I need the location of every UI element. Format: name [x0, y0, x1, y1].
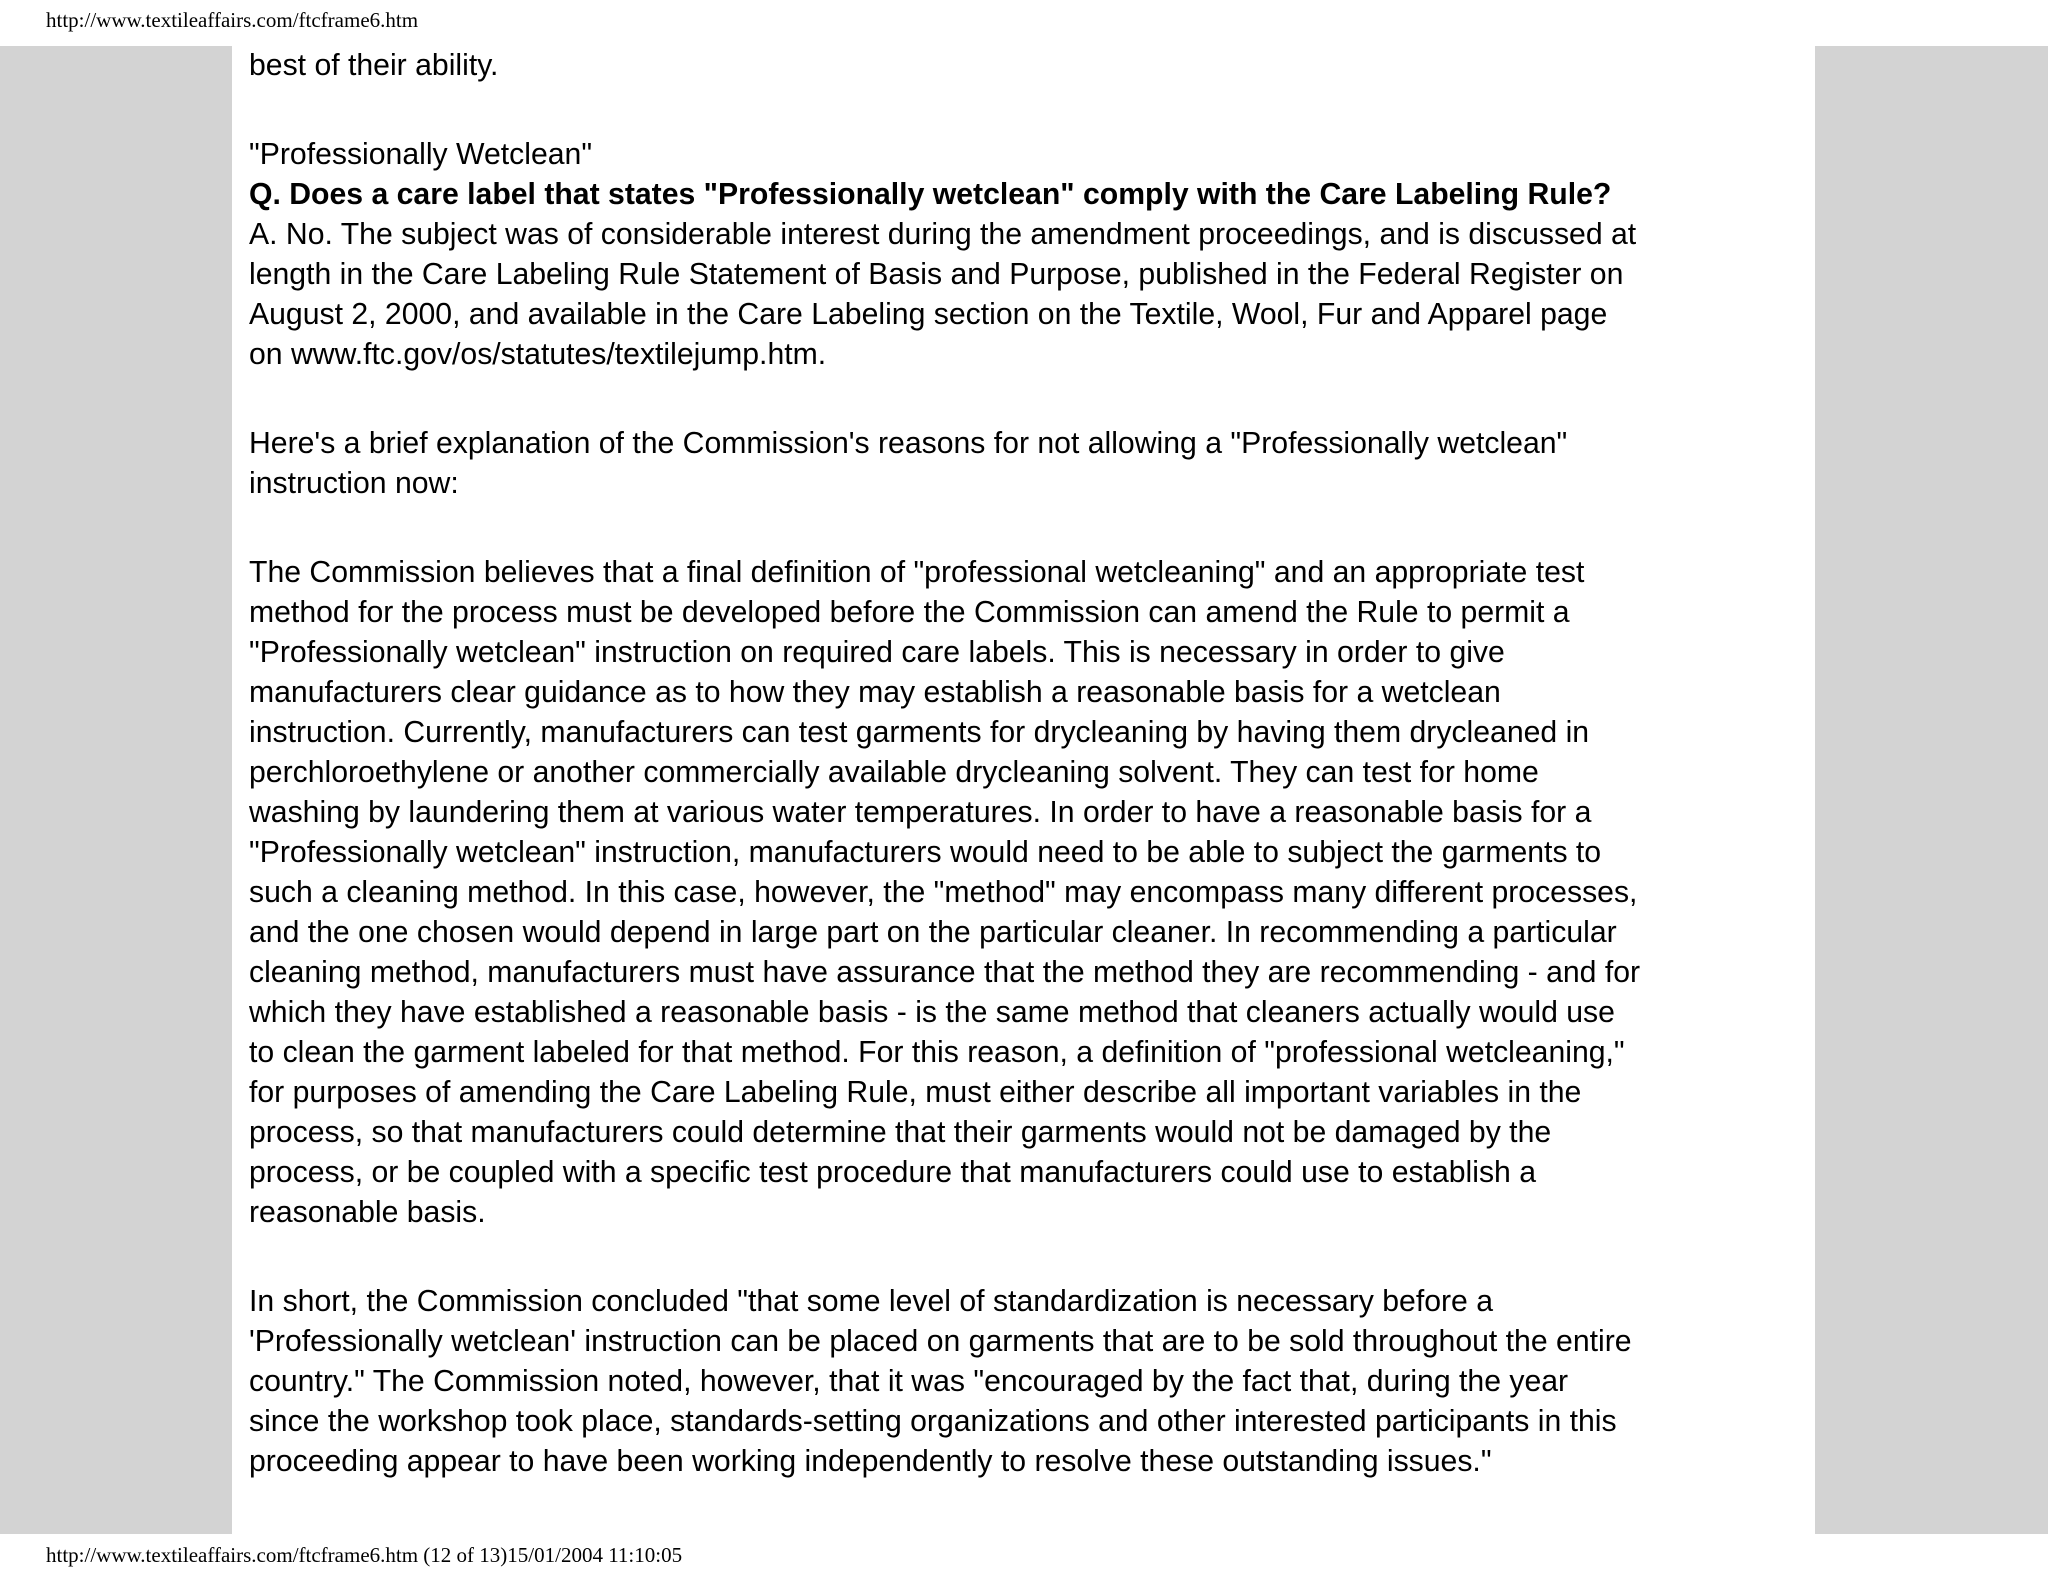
article-content: [232, 46, 1815, 1534]
commission-line: perchloroethylene or another commercially available drycleaning solvent. They can test for home: [249, 756, 1539, 789]
conclusion-line: In short, the Commission concluded "that some level of standardization is necessary before a: [249, 1285, 1494, 1318]
commission-line: The Commission believes that a final definition of "professional wetcleaning" and an appropriate test: [249, 556, 1585, 589]
answer-line: length in the Care Labeling Rule Statement of Basis and Purpose, published in the Federal Register on: [249, 258, 1624, 291]
commission-line: and the one chosen would depend in large part on the particular cleaner. In recommending a particular: [249, 916, 1617, 949]
commission-line: for purposes of amending the Care Labeling Rule, must either describe all important variables in the: [249, 1076, 1582, 1109]
answer-line: A. No. The subject was of considerable interest during the amendment proceedings, and is discussed at: [249, 218, 1637, 251]
conclusion-paragraph: [249, 1282, 1829, 1482]
question: [249, 175, 1829, 215]
explanation-intro-line: Here's a brief explanation of the Commission's reasons for not allowing a "Professionally wetclean": [249, 427, 1568, 460]
commission-line: instruction. Currently, manufacturers can test garments for drycleaning by having them drycleaned in: [249, 716, 1590, 749]
explanation-intro-paragraph: [249, 424, 1829, 504]
article-text-column: [249, 46, 1829, 1482]
explanation-intro-line: instruction now:: [249, 467, 459, 500]
conclusion-line: proceeding appear to have been working independently to resolve these outstanding issues.": [249, 1445, 1492, 1478]
commission-paragraph: [249, 553, 1829, 1233]
left-margin-panel: [0, 46, 232, 1534]
intro-fragment-line: best of their ability.: [249, 49, 499, 82]
commission-line: which they have established a reasonable basis - is the same method that cleaners actually would use: [249, 996, 1615, 1029]
commission-line: to clean the garment labeled for that method. For this reason, a definition of "professional wetcleaning,": [249, 1036, 1625, 1069]
commission-line: method for the process must be developed before the Commission can amend the Rule to permit a: [249, 596, 1570, 629]
commission-line: washing by laundering them at various water temperatures. In order to have a reasonable basis for a: [249, 796, 1592, 829]
commission-line: process, so that manufacturers could determine that their garments would not be damaged by the: [249, 1116, 1552, 1149]
section-title: [249, 135, 1829, 175]
right-margin-panel: [1815, 46, 2048, 1534]
conclusion-line: country." The Commission noted, however, that it was "encouraged by the fact that, during the year: [249, 1365, 1569, 1398]
answer-line: August 2, 2000, and available in the Care Labeling section on the Textile, Wool, Fur and Apparel page: [249, 298, 1608, 331]
conclusion-line: 'Professionally wetclean' instruction can be placed on garments that are to be sold throughout the entire: [249, 1325, 1632, 1358]
commission-line: manufacturers clear guidance as to how they may establish a reasonable basis for a wetclean: [249, 676, 1501, 709]
commission-line: "Professionally wetclean" instruction on required care labels. This is necessary in order to give: [249, 636, 1505, 669]
intro-fragment: [249, 46, 1829, 86]
commission-line: process, or be coupled with a specific test procedure that manufacturers could use to establish a: [249, 1156, 1537, 1189]
print-footer-url: http://www.textileaffairs.com/ftcframe6.htm (12 of 13)15/01/2004 11:10:05: [46, 1543, 683, 1567]
answer-paragraph: [249, 215, 1829, 375]
commission-line: "Professionally wetclean" instruction, manufacturers would need to be able to subject the garments to: [249, 836, 1602, 869]
conclusion-line: since the workshop took place, standards-setting organizations and other interested participants in this: [249, 1405, 1617, 1438]
commission-line: reasonable basis.: [249, 1196, 486, 1229]
commission-line: such a cleaning method. In this case, however, the "method" may encompass many different processes,: [249, 876, 1638, 909]
section-title-line: "Professionally Wetclean": [249, 138, 593, 171]
print-header-url: http://www.textileaffairs.com/ftcframe6.htm: [46, 8, 419, 32]
question-line: Q. Does a care label that states "Professionally wetclean" comply with the Care Labeling Rule?: [249, 178, 1612, 211]
answer-line: on www.ftc.gov/os/statutes/textilejump.htm.: [249, 338, 827, 371]
commission-line: cleaning method, manufacturers must have assurance that the method they are recommending - and for: [249, 956, 1641, 989]
